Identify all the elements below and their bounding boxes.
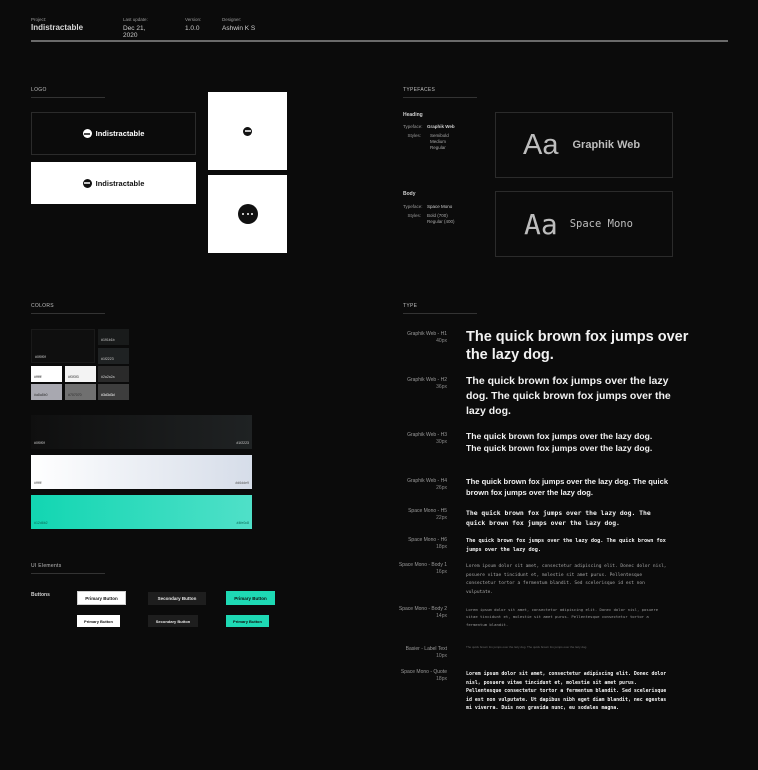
gradient-teal: #12d6b2 #4fe0c8: [31, 495, 252, 529]
body-typeface-value: Space Mono: [427, 204, 453, 209]
logo-light-card: [31, 162, 196, 204]
project-name: Indistractable: [31, 23, 84, 32]
heading-sample-name: Graphik Web: [572, 139, 641, 151]
color-swatch: #a8a8b0: [31, 384, 62, 400]
logo-section-rule: [31, 97, 105, 98]
header-divider: [31, 40, 728, 42]
logo-mark-large-card: [208, 175, 287, 253]
type-spec-label: Space Mono - Quote 18px: [400, 669, 447, 683]
type-sample-label-text: The quick brown fox jumps over the lazy dog. The quick brown fox jumps over the lazy dog.: [466, 645, 588, 649]
secondary-button-large[interactable]: Secondary Button: [148, 592, 206, 605]
gradient-light: #ffffff #d6dde9: [31, 455, 252, 489]
type-sample-body1: Lorem ipsum dolor sit amet, consectetur adipiscing elit. Donec dolor nisl, posuere vitae tincidunt et, molestie sit amet purus. Pellentesque consectetur tortor a fermentum blandit. Sed scelerisque id est non vulputate.: [466, 564, 667, 595]
type-spec-label: Space Mono - Body 2 14px: [398, 606, 447, 620]
type-section-title: TYPE: [403, 303, 418, 309]
type-spec-label: Space Mono - H5 22px: [408, 508, 447, 522]
primary-button-teal-small[interactable]: Primary Button: [226, 615, 269, 627]
body-styles-label: Styles:: [407, 213, 421, 218]
type-spec-label: Space Mono - Body 1 16px: [398, 562, 447, 576]
heading-styles-list: [430, 133, 449, 151]
primary-button-teal-large[interactable]: Primary Button: [226, 591, 275, 605]
heading-sample-aa: Aa: [523, 128, 559, 161]
type-sample-body2: Lorem ipsum dolor sit amet, consectetur adipiscing elit. Donec dolor nisl, posuere vitae tincidunt et, molestie sit amet purus. Pellentesque consectetur tortor a fermentum blandit.: [466, 607, 659, 627]
ui-elements-section-rule: [31, 573, 105, 574]
last-update-label: Last update:: [123, 17, 148, 22]
type-spec-label: Graphik Web - H1 40px: [407, 331, 447, 345]
style-item: Medium: [430, 139, 447, 145]
secondary-button-small[interactable]: Secondary Button: [148, 615, 198, 627]
logo-mark-icon: [83, 179, 92, 188]
color-swatch: #1f2223: [98, 348, 129, 364]
designer-value: Ashwin K S: [222, 25, 256, 32]
heading-typeface-sample: [495, 112, 673, 178]
type-sample-h2: The quick brown fox jumps over the lazy dog. The quick brown fox jumps over the lazy dog.: [466, 375, 671, 418]
typefaces-section-title: TYPEFACES: [403, 87, 436, 93]
color-swatch: #707070: [65, 384, 96, 400]
ui-elements-section-title: UI Elements: [31, 563, 62, 569]
type-sample-h4: The quick brown fox jumps over the lazy dog. The quick brown fox jumps over the lazy dog.: [466, 477, 669, 497]
body-styles-list: [427, 213, 455, 225]
typefaces-section-rule: [403, 97, 477, 98]
primary-button-light-small[interactable]: Primary Button: [77, 615, 120, 627]
version-label: Version:: [185, 17, 202, 22]
colors-section-rule: [31, 313, 105, 314]
color-swatch: #ffffff: [31, 366, 62, 382]
body-typeface-title: Body: [403, 191, 416, 197]
heading-styles-label: Styles:: [407, 133, 421, 138]
type-spec-label: Basier - Label Text 10px: [405, 646, 447, 660]
type-spec-label: Graphik Web - H2 36px: [407, 377, 447, 391]
type-sample-h3: The quick brown fox jumps over the lazy dog. The quick brown fox jumps over the lazy dog.: [466, 431, 653, 454]
logo-section-title: LOGO: [31, 87, 47, 93]
project-label: Project:: [31, 17, 47, 22]
type-spec-label: Graphik Web - H4 26px: [407, 478, 447, 492]
gradient-dark: #0f0f0f #1f2223: [31, 415, 252, 449]
heading-typeface-value: Graphik Web: [427, 124, 455, 129]
style-item: Semibold: [430, 133, 449, 138]
type-sample-h6: The quick brown fox jumps over the lazy dog. The quick brown fox jumps over the lazy dog.: [466, 538, 666, 554]
logo-wordmark: Indistractable: [95, 129, 145, 138]
color-swatch: #f3f3f3: [65, 366, 96, 382]
buttons-label: Buttons: [31, 592, 50, 598]
designer-label: Designer:: [222, 17, 242, 22]
version-value: 1.0.0: [185, 25, 200, 32]
logo-mark-icon: [238, 204, 258, 224]
type-section-rule: [403, 313, 477, 314]
type-spec-label: Graphik Web - H3 30px: [407, 432, 447, 446]
heading-typeface-title: Heading: [403, 112, 423, 118]
color-swatch: #191b1b: [98, 329, 129, 345]
logo-mark-icon: [243, 127, 252, 136]
style-item: Regular (400): [427, 219, 455, 225]
logo-wordmark: Indistractable: [95, 178, 145, 188]
color-swatch: #3d3d3d: [98, 384, 129, 400]
type-sample-quote: Lorem ipsum dolor sit amet, consectetur adipiscing elit. Donec dolor nisl, posuere vitae tincidunt et, molestie sit amet purus. Pellentesque consectetur tortor a fermentum blandit. Sed scelerisque id est non vulputate. Ut dapibus nibh eget diam blandit, nec egestas mi viverra. Duis non gravida nunc, eu sodales magna.: [466, 671, 667, 712]
type-spec-label: Space Mono - H6 18px: [408, 537, 447, 551]
last-update-value: Dec 21, 2020: [123, 25, 146, 40]
body-sample-name: Space Mono: [569, 218, 633, 230]
body-sample-aa: Aa: [524, 207, 558, 241]
style-item: Regular: [430, 145, 446, 151]
type-sample-h5: The quick brown fox jumps over the lazy dog. The quick brown fox jumps over the lazy dog.: [466, 509, 651, 528]
style-item: Bold (700): [427, 213, 448, 218]
type-sample-h1: The quick brown fox jumps over the lazy dog.: [466, 329, 689, 364]
color-swatch: #2a2a2a: [98, 366, 129, 382]
colors-section-title: COLORS: [31, 303, 54, 309]
heading-typeface-label: Typeface:: [403, 124, 423, 129]
body-typeface-label: Typeface:: [403, 204, 423, 209]
logo-mark-icon: [83, 129, 92, 138]
primary-button-light-large[interactable]: Primary Button: [77, 591, 126, 605]
logo-dark-card: [31, 112, 196, 155]
color-swatch: #0f0f0f: [31, 329, 95, 363]
body-typeface-sample: [495, 191, 673, 257]
logo-mark-small-card: [208, 92, 287, 170]
